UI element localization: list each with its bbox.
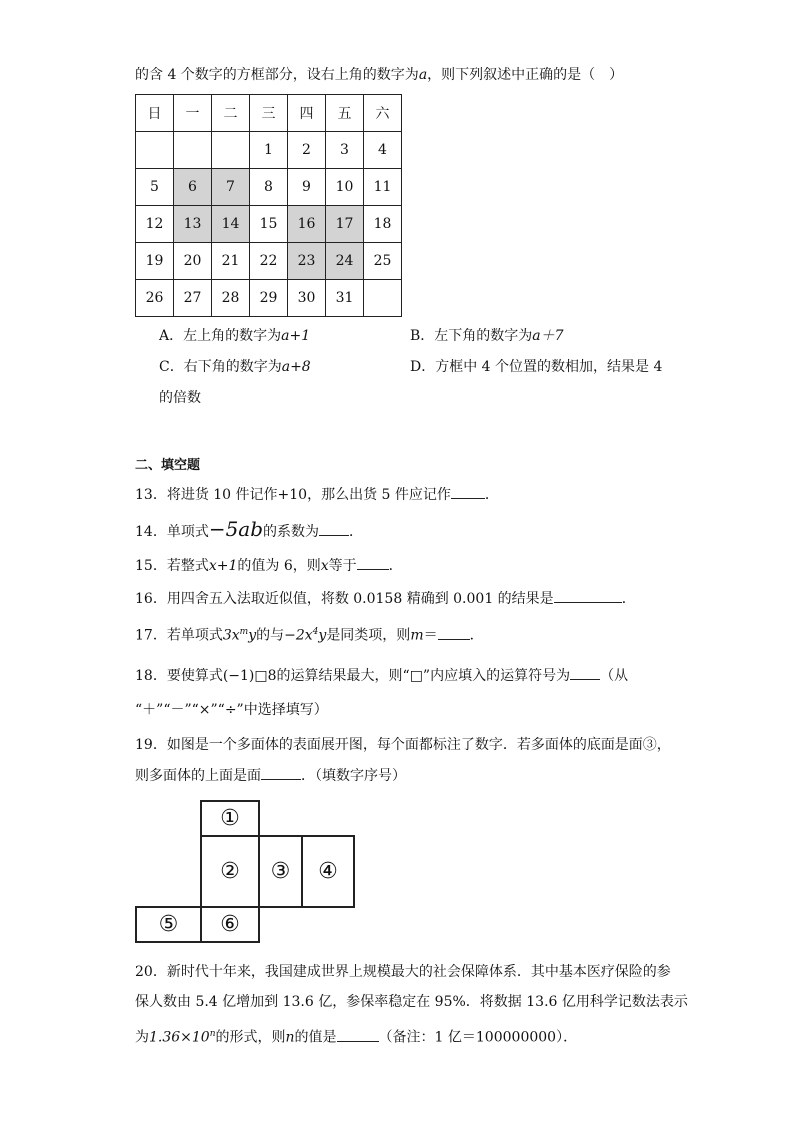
calendar-cell: 30 <box>288 280 326 317</box>
calendar-cell <box>174 132 212 169</box>
calendar-cell-shaded: 14 <box>212 206 250 243</box>
calendar-cell: 27 <box>174 280 212 317</box>
calendar-cell: 29 <box>250 280 288 317</box>
calendar-row <box>136 206 402 243</box>
calendar-cell-shaded: 23 <box>288 243 326 280</box>
face-1: ① <box>200 800 260 837</box>
calendar-cell: 3 <box>326 132 364 169</box>
calendar-cell: 21 <box>212 243 250 280</box>
option-b: B．左下角的数字为a＋7 <box>410 328 564 344</box>
answer-blank <box>451 484 485 499</box>
question-13: 13．将进货 10 件记作+10，那么出货 5 件应记作 ． <box>135 484 499 504</box>
calendar-cell: 10 <box>326 169 364 206</box>
calendar-cell: 4 <box>364 132 402 169</box>
calendar-header-row <box>136 95 402 132</box>
calendar-row <box>136 169 402 206</box>
calendar-header-cell: 六 <box>364 95 402 132</box>
calendar-cell: 18 <box>364 206 402 243</box>
calendar-cell <box>136 132 174 169</box>
calendar-cell: 5 <box>136 169 174 206</box>
calendar-header-cell: 一 <box>174 95 212 132</box>
answer-blank <box>438 625 470 640</box>
calendar-cell <box>364 280 402 317</box>
answer-blank <box>261 765 301 780</box>
face-5: ⑤ <box>135 906 202 943</box>
question-14: 14．单项式−5ab的系数为 ． <box>135 517 364 541</box>
calendar-cell: 28 <box>212 280 250 317</box>
answer-blank <box>570 665 600 680</box>
calendar-cell-shaded: 24 <box>326 243 364 280</box>
calendar-cell: 11 <box>364 169 402 206</box>
answer-blank <box>337 1027 379 1042</box>
question-19-line1: 19．如图是一个多面体的表面展开图，每个面都标注了数字．若多面体的底面是面③， <box>135 737 671 753</box>
calendar-cell: 20 <box>174 243 212 280</box>
question-19-line2: 则多面体的上面是面 ．（填数字序号） <box>135 765 406 785</box>
calendar-cell-shaded: 17 <box>326 206 364 243</box>
calendar-cell: 19 <box>136 243 174 280</box>
calendar-row <box>136 280 402 317</box>
face-2: ② <box>200 835 260 908</box>
calendar-header-cell: 四 <box>288 95 326 132</box>
calendar-cell-shaded: 13 <box>174 206 212 243</box>
calendar-cell: 26 <box>136 280 174 317</box>
question-20-line2: 保人数由 5.4 亿增加到 13.6 亿，参保率稳定在 95%．将数据 13.6 亿用科学记数法表示 <box>135 994 688 1010</box>
calendar-cell: 8 <box>250 169 288 206</box>
option-d-continued: 的倍数 <box>159 390 201 406</box>
calendar-cell: 2 <box>288 132 326 169</box>
question-17: 17．若单项式$3x^my$的与$-2x^4y$是同类项，则m＝ ． <box>135 623 484 645</box>
calendar-cell: 12 <box>136 206 174 243</box>
calendar-row <box>136 243 402 280</box>
calendar-header-cell: 五 <box>326 95 364 132</box>
calendar-header-cell: 日 <box>136 95 174 132</box>
section-title: 二、填空题 <box>135 458 201 473</box>
calendar-header-cell: 二 <box>212 95 250 132</box>
calendar-cell <box>212 132 250 169</box>
question-18: 18．要使算式(−1)□8的运算结果最大，则“□”内应填入的运算符号为 （从 <box>135 665 628 685</box>
question-15: 15．若整式x+1的值为 6，则x等于 ． <box>135 555 403 575</box>
answer-blank <box>357 555 389 570</box>
calendar-cell: 31 <box>326 280 364 317</box>
calendar-header-cell: 三 <box>250 95 288 132</box>
face-3: ③ <box>258 835 303 908</box>
calendar-cell: 25 <box>364 243 402 280</box>
calendar-table <box>135 94 402 317</box>
calendar-cell-shaded: 6 <box>174 169 212 206</box>
question-20-line1: 20．新时代十年来，我国建成世界上规模最大的社会保障体系．其中基本医疗保险的参 <box>135 964 671 980</box>
calendar-row <box>136 132 402 169</box>
calendar-cell: 1 <box>250 132 288 169</box>
calendar-cell: 9 <box>288 169 326 206</box>
option-a: A．左上角的数字为a+1 <box>159 328 311 344</box>
option-c: C．右下角的数字为a+8 <box>159 359 311 375</box>
answer-blank <box>554 588 622 603</box>
calendar-cell-shaded: 16 <box>288 206 326 243</box>
option-d: D．方框中 4 个位置的数相加，结果是 4 <box>410 359 663 375</box>
answer-blank <box>319 521 349 536</box>
question-18-continued: “＋”“－”“×”“÷”中选择填写） <box>135 702 328 718</box>
face-6: ⑥ <box>200 906 260 943</box>
question-20-line3: 为$1.36\times 10^n$的形式，则n的值是 （备注：1 亿＝100000000）． <box>135 1025 577 1047</box>
calendar-cell: 15 <box>250 206 288 243</box>
calendar-cell: 22 <box>250 243 288 280</box>
calendar-cell-shaded: 7 <box>212 169 250 206</box>
q12-intro: 的含 4 个数字的方框部分，设右上角的数字为a，则下列叙述中正确的是（ ） <box>135 67 624 83</box>
question-16: 16．用四舍五入法取近似值，将数 0.0158 精确到 0.001 的结果是 ． <box>135 588 636 608</box>
face-4: ④ <box>301 835 355 908</box>
